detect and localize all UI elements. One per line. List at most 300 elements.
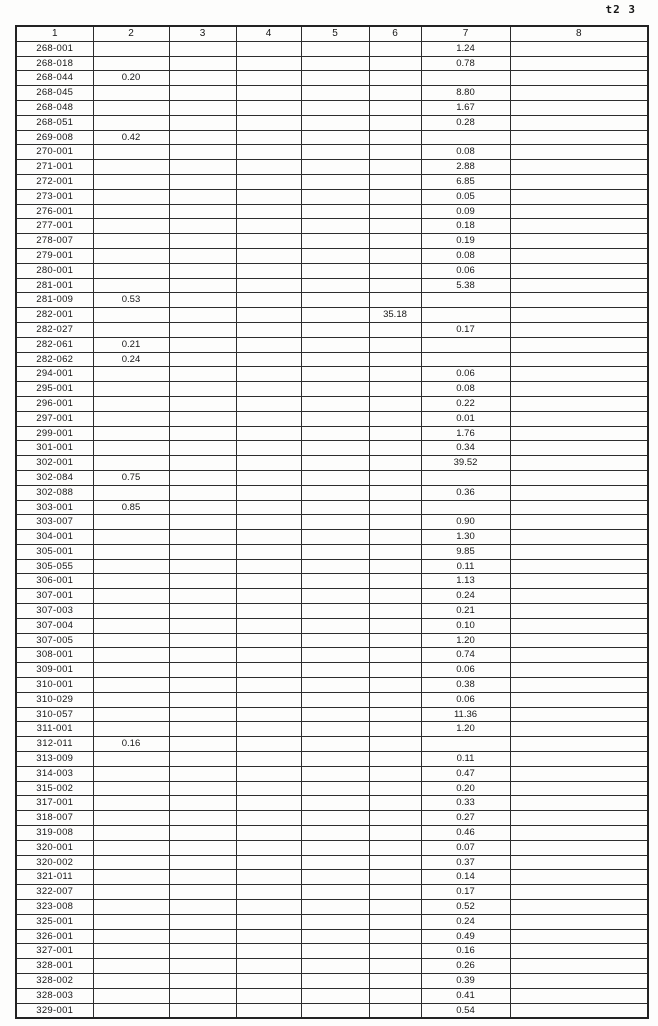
value-cell: [510, 781, 648, 796]
value-cell: [93, 426, 169, 441]
value-cell: 0.17: [421, 322, 510, 337]
value-cell: [369, 811, 421, 826]
row-id-cell: 322-007: [16, 885, 93, 900]
value-cell: [169, 737, 236, 752]
row-id-cell: 320-002: [16, 855, 93, 870]
table-row: [16, 707, 648, 722]
row-id-cell: 276-001: [16, 204, 93, 219]
table-row: [16, 900, 648, 915]
value-cell: [510, 1003, 648, 1018]
value-cell: [93, 485, 169, 500]
value-cell: [236, 663, 301, 678]
value-cell: 0.18: [421, 219, 510, 234]
value-cell: [301, 589, 369, 604]
value-cell: 0.19: [421, 234, 510, 249]
value-cell: [93, 411, 169, 426]
row-id-cell: 306-001: [16, 574, 93, 589]
value-cell: [169, 988, 236, 1003]
row-id-cell: 328-002: [16, 974, 93, 989]
value-cell: 0.78: [421, 56, 510, 71]
table-row: [16, 189, 648, 204]
value-cell: [236, 589, 301, 604]
row-id-cell: 305-001: [16, 544, 93, 559]
row-id-cell: 328-003: [16, 988, 93, 1003]
value-cell: [93, 752, 169, 767]
value-cell: [169, 707, 236, 722]
value-cell: [169, 722, 236, 737]
value-cell: [510, 766, 648, 781]
value-cell: [169, 855, 236, 870]
row-id-cell: 268-051: [16, 115, 93, 130]
row-id-cell: 319-008: [16, 826, 93, 841]
value-cell: [169, 56, 236, 71]
value-cell: [169, 826, 236, 841]
table-row: [16, 456, 648, 471]
value-cell: [169, 293, 236, 308]
value-cell: [301, 618, 369, 633]
value-cell: [169, 530, 236, 545]
value-cell: [169, 115, 236, 130]
value-cell: [169, 574, 236, 589]
value-cell: [236, 974, 301, 989]
table-row: [16, 959, 648, 974]
value-cell: [93, 796, 169, 811]
value-cell: [93, 248, 169, 263]
value-cell: [236, 174, 301, 189]
value-cell: [369, 944, 421, 959]
row-id-cell: 269-008: [16, 130, 93, 145]
value-cell: [301, 367, 369, 382]
value-cell: 0.07: [421, 840, 510, 855]
value-cell: 0.53: [93, 293, 169, 308]
value-cell: [421, 500, 510, 515]
table-row: [16, 914, 648, 929]
value-cell: [236, 752, 301, 767]
value-cell: [169, 678, 236, 693]
value-cell: [236, 115, 301, 130]
table-row: [16, 174, 648, 189]
value-cell: [236, 811, 301, 826]
value-cell: [421, 308, 510, 323]
value-cell: [369, 337, 421, 352]
value-cell: [510, 485, 648, 500]
value-cell: [369, 752, 421, 767]
value-cell: [169, 278, 236, 293]
value-cell: [510, 811, 648, 826]
value-cell: [421, 737, 510, 752]
value-cell: [369, 855, 421, 870]
value-cell: 0.14: [421, 870, 510, 885]
value-cell: [236, 678, 301, 693]
value-cell: 0.24: [421, 914, 510, 929]
row-id-cell: 310-029: [16, 692, 93, 707]
value-cell: [510, 663, 648, 678]
page-annotation: t2 3: [605, 3, 636, 16]
value-cell: [93, 974, 169, 989]
value-cell: [236, 41, 301, 56]
row-id-cell: 329-001: [16, 1003, 93, 1018]
row-id-cell: 268-044: [16, 71, 93, 86]
value-cell: [93, 367, 169, 382]
value-cell: 0.05: [421, 189, 510, 204]
value-cell: 0.39: [421, 974, 510, 989]
row-id-cell: 327-001: [16, 944, 93, 959]
value-cell: [369, 100, 421, 115]
value-cell: [421, 130, 510, 145]
value-cell: [301, 426, 369, 441]
value-cell: [93, 722, 169, 737]
value-cell: [236, 515, 301, 530]
value-cell: 0.47: [421, 766, 510, 781]
value-cell: [369, 900, 421, 915]
value-cell: [236, 234, 301, 249]
value-cell: 6.85: [421, 174, 510, 189]
value-cell: [93, 633, 169, 648]
value-cell: [301, 781, 369, 796]
value-cell: [93, 559, 169, 574]
value-cell: [93, 308, 169, 323]
row-id-cell: 271-001: [16, 160, 93, 175]
row-id-cell: 277-001: [16, 219, 93, 234]
value-cell: [301, 160, 369, 175]
value-cell: [369, 574, 421, 589]
value-cell: 0.90: [421, 515, 510, 530]
value-cell: [169, 248, 236, 263]
row-id-cell: 281-001: [16, 278, 93, 293]
value-cell: [93, 870, 169, 885]
value-cell: [169, 500, 236, 515]
value-cell: [510, 840, 648, 855]
value-cell: 0.75: [93, 470, 169, 485]
row-id-cell: 317-001: [16, 796, 93, 811]
row-id-cell: 312-011: [16, 737, 93, 752]
value-cell: [236, 796, 301, 811]
table-row: [16, 515, 648, 530]
value-cell: [369, 456, 421, 471]
value-cell: [169, 86, 236, 101]
value-cell: [369, 766, 421, 781]
value-cell: [369, 870, 421, 885]
row-id-cell: 307-003: [16, 604, 93, 619]
table-row: [16, 618, 648, 633]
value-cell: [236, 219, 301, 234]
value-cell: [301, 71, 369, 86]
value-cell: [169, 337, 236, 352]
value-cell: [301, 870, 369, 885]
value-cell: [301, 56, 369, 71]
value-cell: [236, 160, 301, 175]
value-cell: [236, 929, 301, 944]
value-cell: [169, 959, 236, 974]
value-cell: [510, 382, 648, 397]
row-id-cell: 328-001: [16, 959, 93, 974]
value-cell: [510, 633, 648, 648]
value-cell: [421, 337, 510, 352]
table-row: [16, 648, 648, 663]
value-cell: [510, 870, 648, 885]
value-cell: [369, 234, 421, 249]
value-cell: [169, 885, 236, 900]
table-row: [16, 382, 648, 397]
value-cell: 0.28: [421, 115, 510, 130]
value-cell: [169, 559, 236, 574]
value-cell: [236, 396, 301, 411]
value-cell: [369, 974, 421, 989]
row-id-cell: 309-001: [16, 663, 93, 678]
value-cell: 0.10: [421, 618, 510, 633]
value-cell: [369, 589, 421, 604]
value-cell: 0.09: [421, 204, 510, 219]
value-cell: [236, 485, 301, 500]
table-row: [16, 692, 648, 707]
row-id-cell: 295-001: [16, 382, 93, 397]
value-cell: [510, 71, 648, 86]
value-cell: [301, 411, 369, 426]
value-cell: [369, 500, 421, 515]
row-id-cell: 280-001: [16, 263, 93, 278]
value-cell: [169, 396, 236, 411]
value-cell: 9.85: [421, 544, 510, 559]
value-cell: [236, 737, 301, 752]
value-cell: [510, 855, 648, 870]
value-cell: [510, 130, 648, 145]
table-row: [16, 574, 648, 589]
value-cell: 0.01: [421, 411, 510, 426]
value-cell: [510, 41, 648, 56]
value-cell: [169, 766, 236, 781]
value-cell: [236, 900, 301, 915]
row-id-cell: 282-062: [16, 352, 93, 367]
value-cell: 0.11: [421, 559, 510, 574]
value-cell: [169, 308, 236, 323]
row-id-cell: 273-001: [16, 189, 93, 204]
value-cell: [510, 988, 648, 1003]
value-cell: [301, 352, 369, 367]
value-cell: [169, 900, 236, 915]
value-cell: [93, 988, 169, 1003]
value-cell: [301, 826, 369, 841]
value-cell: [510, 204, 648, 219]
value-cell: [510, 352, 648, 367]
table-row: [16, 885, 648, 900]
value-cell: [369, 411, 421, 426]
value-cell: [301, 944, 369, 959]
value-cell: [93, 618, 169, 633]
value-cell: [369, 485, 421, 500]
table-row: [16, 752, 648, 767]
value-cell: [169, 974, 236, 989]
value-cell: [369, 648, 421, 663]
value-cell: 0.08: [421, 382, 510, 397]
value-cell: [236, 826, 301, 841]
table-row: [16, 766, 648, 781]
value-cell: [510, 234, 648, 249]
value-cell: [369, 840, 421, 855]
value-cell: [510, 722, 648, 737]
value-cell: [93, 914, 169, 929]
value-cell: [169, 870, 236, 885]
table-row: [16, 678, 648, 693]
value-cell: [93, 160, 169, 175]
value-cell: [169, 160, 236, 175]
value-cell: [93, 396, 169, 411]
value-cell: [236, 648, 301, 663]
value-cell: [510, 974, 648, 989]
row-id-cell: 303-001: [16, 500, 93, 515]
value-cell: [236, 456, 301, 471]
value-cell: [369, 544, 421, 559]
table-row: [16, 160, 648, 175]
value-cell: [169, 796, 236, 811]
value-cell: 1.13: [421, 574, 510, 589]
value-cell: [510, 456, 648, 471]
table-row: [16, 396, 648, 411]
row-id-cell: 323-008: [16, 900, 93, 915]
row-id-cell: 297-001: [16, 411, 93, 426]
value-cell: [169, 234, 236, 249]
row-id-cell: 268-048: [16, 100, 93, 115]
row-id-cell: 270-001: [16, 145, 93, 160]
row-id-cell: 282-027: [16, 322, 93, 337]
value-cell: [93, 441, 169, 456]
value-cell: [369, 441, 421, 456]
value-cell: 0.24: [93, 352, 169, 367]
value-cell: [93, 145, 169, 160]
value-cell: [369, 781, 421, 796]
value-cell: [369, 826, 421, 841]
value-cell: [369, 41, 421, 56]
value-cell: 0.21: [421, 604, 510, 619]
value-cell: [236, 707, 301, 722]
value-cell: [301, 219, 369, 234]
value-cell: [93, 100, 169, 115]
value-cell: [369, 1003, 421, 1018]
value-cell: [301, 86, 369, 101]
value-cell: [93, 544, 169, 559]
value-cell: [301, 900, 369, 915]
value-cell: [510, 322, 648, 337]
value-cell: [301, 885, 369, 900]
value-cell: [93, 959, 169, 974]
value-cell: [236, 145, 301, 160]
value-cell: 0.26: [421, 959, 510, 974]
value-cell: [510, 648, 648, 663]
value-cell: [236, 500, 301, 515]
value-cell: [169, 263, 236, 278]
table-body: [16, 41, 648, 1018]
value-cell: [236, 988, 301, 1003]
value-cell: [169, 1003, 236, 1018]
value-cell: [93, 456, 169, 471]
value-cell: [369, 160, 421, 175]
value-cell: [93, 707, 169, 722]
value-cell: [369, 707, 421, 722]
value-cell: [236, 337, 301, 352]
value-cell: [93, 86, 169, 101]
value-cell: [510, 278, 648, 293]
value-cell: [301, 115, 369, 130]
value-cell: [510, 293, 648, 308]
value-cell: [369, 130, 421, 145]
row-id-cell: 294-001: [16, 367, 93, 382]
column-header: 1: [16, 26, 93, 41]
value-cell: [369, 56, 421, 71]
value-cell: [169, 944, 236, 959]
value-cell: [510, 752, 648, 767]
value-cell: [369, 663, 421, 678]
value-cell: [169, 411, 236, 426]
value-cell: [93, 115, 169, 130]
value-cell: [301, 648, 369, 663]
row-id-cell: 304-001: [16, 530, 93, 545]
value-cell: [169, 456, 236, 471]
value-cell: [301, 752, 369, 767]
row-id-cell: 326-001: [16, 929, 93, 944]
value-cell: [301, 811, 369, 826]
value-cell: [369, 204, 421, 219]
table-row: [16, 145, 648, 160]
value-cell: [510, 692, 648, 707]
value-cell: 0.06: [421, 263, 510, 278]
value-cell: [169, 633, 236, 648]
value-cell: 0.42: [93, 130, 169, 145]
value-cell: 0.54: [421, 1003, 510, 1018]
value-cell: [510, 396, 648, 411]
row-id-cell: 299-001: [16, 426, 93, 441]
value-cell: [301, 234, 369, 249]
column-header: 6: [369, 26, 421, 41]
value-cell: [93, 234, 169, 249]
value-cell: [169, 204, 236, 219]
value-cell: [169, 41, 236, 56]
table-row: [16, 278, 648, 293]
value-cell: [301, 840, 369, 855]
table-row: [16, 485, 648, 500]
value-cell: [93, 900, 169, 915]
value-cell: [510, 56, 648, 71]
row-id-cell: 314-003: [16, 766, 93, 781]
value-cell: [169, 130, 236, 145]
value-cell: [93, 41, 169, 56]
row-id-cell: 325-001: [16, 914, 93, 929]
table-row: [16, 974, 648, 989]
table-row: [16, 100, 648, 115]
value-cell: 1.67: [421, 100, 510, 115]
value-cell: 0.06: [421, 692, 510, 707]
value-cell: [236, 130, 301, 145]
table-row: [16, 263, 648, 278]
value-cell: [301, 308, 369, 323]
value-cell: [236, 855, 301, 870]
value-cell: [93, 219, 169, 234]
value-cell: [510, 248, 648, 263]
value-cell: [169, 71, 236, 86]
value-cell: [169, 929, 236, 944]
value-cell: [510, 308, 648, 323]
value-cell: [169, 811, 236, 826]
value-cell: [510, 189, 648, 204]
value-cell: [369, 322, 421, 337]
table-row: [16, 855, 648, 870]
value-cell: 0.08: [421, 145, 510, 160]
value-cell: 0.16: [421, 944, 510, 959]
value-cell: [301, 959, 369, 974]
value-cell: [169, 322, 236, 337]
value-cell: [169, 382, 236, 397]
value-cell: [169, 485, 236, 500]
value-cell: [236, 248, 301, 263]
value-cell: [236, 885, 301, 900]
